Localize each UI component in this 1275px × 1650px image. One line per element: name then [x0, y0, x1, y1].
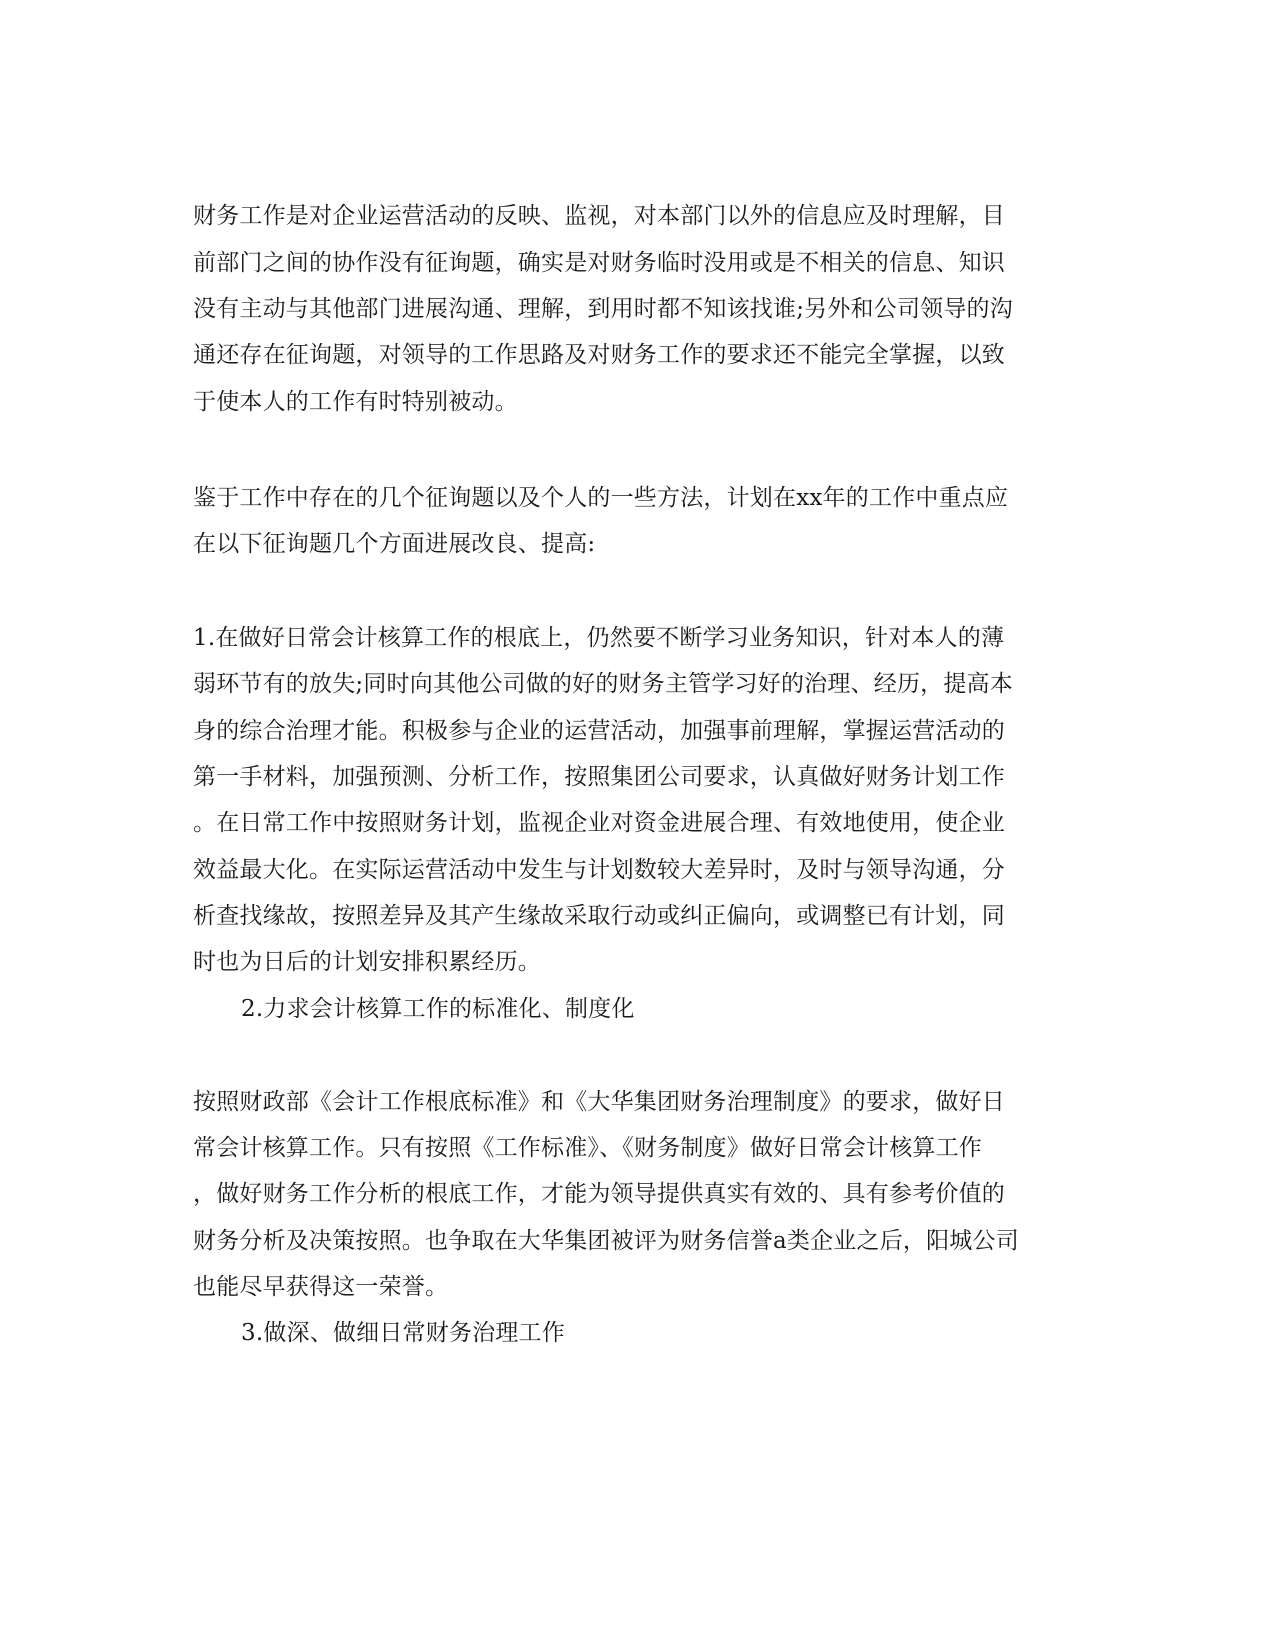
- paragraph-4-line-4: 财务分析及决策按照。也争取在大华集团被评为财务信誉a类企业之后，阳城公司: [193, 1228, 1019, 1254]
- section-heading-3: 3.做深、做细日常财务治理工作: [241, 1320, 565, 1346]
- paragraph-1-line-5: 于使本人的工作有时特别被动。: [193, 389, 518, 415]
- paragraph-3-line-3: 身的综合治理才能。积极参与企业的运营活动，加强事前理解，掌握运营活动的: [193, 718, 1005, 744]
- paragraph-3-line-2: 弱环节有的放失;同时向其他公司做的好的财务主管学习好的治理、经历，提高本: [193, 671, 1013, 697]
- paragraph-4-line-2: 常会计核算工作。只有按照《工作标准》、《财务制度》做好日常会计核算工作: [193, 1135, 982, 1161]
- paragraph-1-line-2: 前部门之间的协作没有征询题，确实是对财务临时没用或是不相关的信息、知识: [193, 250, 1005, 276]
- paragraph-3-line-4: 第一手材料，加强预测、分析工作，按照集团公司要求，认真做好财务计划工作: [193, 764, 1005, 790]
- paragraph-3-line-5: 。在日常工作中按照财务计划，监视企业对资金进展合理、有效地使用，使企业: [193, 810, 1005, 836]
- paragraph-2-line-2: 在以下征询题几个方面进展改良、提高:: [193, 531, 596, 557]
- paragraph-4-line-3: ，做好财务工作分析的根底工作，才能为领导提供真实有效的、具有参考价值的: [193, 1181, 1005, 1207]
- paragraph-3-line-7: 析查找缘故，按照差异及其产生缘故采取行动或纠正偏向，或调整已有计划，同: [193, 903, 1005, 929]
- section-heading-2: 2.力求会计核算工作的标准化、制度化: [241, 996, 635, 1022]
- paragraph-1-line-3: 没有主动与其他部门进展沟通、理解，到用时都不知该找谁;另外和公司领导的沟: [193, 296, 1013, 322]
- paragraph-3-line-1: 1.在做好日常会计核算工作的根底上，仍然要不断学习业务知识，针对本人的薄: [193, 625, 1005, 651]
- paragraph-3-line-6: 效益最大化。在实际运营活动中发生与计划数较大差异时，及时与领导沟通，分: [193, 857, 1005, 883]
- paragraph-3-line-8: 时也为日后的计划安排积累经历。: [193, 949, 541, 975]
- paragraph-4-line-1: 按照财政部《会计工作根底标准》和《大华集团财务治理制度》的要求，做好日: [193, 1089, 1005, 1115]
- paragraph-2-line-1: 鉴于工作中存在的几个征询题以及个人的一些方法，计划在xx年的工作中重点应: [193, 485, 1009, 511]
- paragraph-1-line-1: 财务工作是对企业运营活动的反映、监视，对本部门以外的信息应及时理解，目: [193, 203, 1005, 229]
- paragraph-1-line-4: 通还存在征询题，对领导的工作思路及对财务工作的要求还不能完全掌握，以致: [193, 342, 1005, 368]
- paragraph-4-line-5: 也能尽早获得这一荣誉。: [193, 1274, 449, 1300]
